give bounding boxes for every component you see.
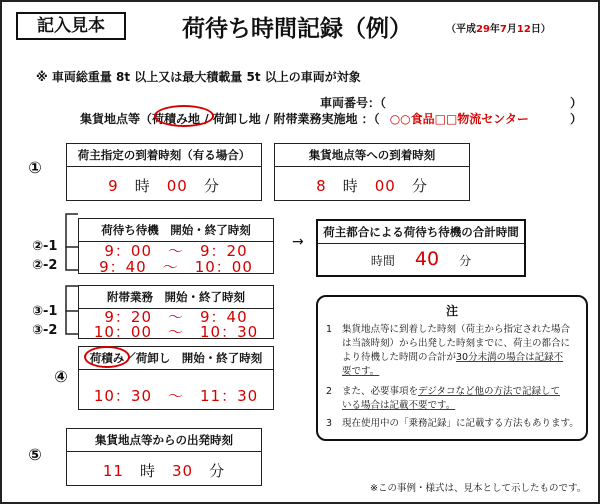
actual-arrival-header: 集貨地点等への到着時刻 (275, 144, 469, 167)
location-row: 集貨地点等（荷積み地 / 荷卸し地 / 附帯業務実施地 ：（ ○○食品□□物流センター (80, 112, 529, 126)
location-selected: 荷積み地 (152, 112, 201, 126)
note-item-3: 3 現在使用中の「乗務記録」に記載する方法もあります。 (326, 418, 579, 429)
notes-box (316, 295, 588, 441)
notes-title: 注 (445, 304, 458, 318)
ancillary-work-header: 附帯業務 開始・終了時刻 (79, 286, 273, 309)
designated-arrival-box (66, 143, 262, 201)
section3-marker-1: ③-1 (32, 304, 58, 319)
location-selected-circle (154, 105, 214, 127)
total-waiting-value: 時間 40 分 (370, 248, 472, 270)
sample-label: 記入見本 (37, 16, 105, 36)
vehicle-number-close: ） (570, 96, 583, 110)
vehicle-number-label: 車両番号：（ (320, 96, 387, 110)
sample-label-box (16, 12, 126, 40)
designated-arrival-time: 9 時 00 分 (108, 177, 220, 195)
loading-time-row-1: 10：30 ～ 11：30 (93, 387, 259, 405)
loading-selected-circle (84, 346, 130, 368)
section1-marker: ① (28, 158, 42, 177)
waiting-times-box (78, 218, 274, 274)
section3-marker-2: ③-2 (32, 323, 58, 338)
section2-marker-1: ②-1 (32, 239, 58, 254)
total-waiting-header: 荷主都合による荷待ち待機の合計時間 (318, 221, 524, 244)
location-name: ○○食品□□物流センター (389, 112, 529, 126)
section2-bracket (60, 212, 80, 274)
ancillary-work-box (78, 285, 274, 339)
waiting-times-header: 荷待ち待機 開始・終了時刻 (79, 219, 273, 242)
location-close: ） (570, 112, 583, 126)
actual-arrival-box (274, 143, 470, 201)
waiting-time-row-2: 9：40 ～ 10：00 (99, 258, 253, 276)
ancillary-work-row-2: 10：00 ～ 10：30 (93, 323, 259, 341)
ancillary-work-row-1: 9：20 ～ 9：40 (104, 308, 248, 326)
departure-header: 集貨地点等からの出発時刻 (67, 429, 261, 452)
footer-note: ※この事例・様式は、見本として示したものです。 (370, 483, 587, 494)
section5-marker: ⑤ (28, 445, 42, 464)
target-vehicle-note: ※ 車両総重量 8t 以上又は最大積載量 5t 以上の車両が対象 (36, 70, 361, 84)
loading-times-header: 荷積み／荷卸し 開始・終了時刻 (79, 347, 273, 370)
section2-marker-2: ②-2 (32, 258, 58, 273)
designated-arrival-header: 荷主指定の到着時刻（有る場合） (67, 144, 261, 167)
total-waiting-box (316, 219, 526, 277)
departure-box (66, 428, 262, 486)
arrow-to-total: → (292, 234, 304, 250)
record-date: （平成29年7月12日） (446, 24, 551, 35)
departure-time: 11 時 30 分 (102, 462, 226, 480)
actual-arrival-time: 8 時 00 分 (316, 177, 428, 195)
note-item-2: 2 また、必要事項をデジタコなど他の方法で記録して いる場合は記載不要です。 (326, 386, 560, 411)
note-item-1: 1 集貨地点等に到着した時刻（荷主から指定された場合 は当該時刻）から出発した時刻までに、荷主の都合に より待機した時間の合計が30分未満の場合は記録不 要です。 (326, 324, 571, 377)
section3-bracket (60, 284, 80, 338)
page-title: 荷待ち時間記録（例） (182, 16, 412, 42)
section4-marker: ④ (54, 367, 68, 386)
waiting-time-row-1: 9：00 ～ 9：20 (104, 242, 248, 260)
